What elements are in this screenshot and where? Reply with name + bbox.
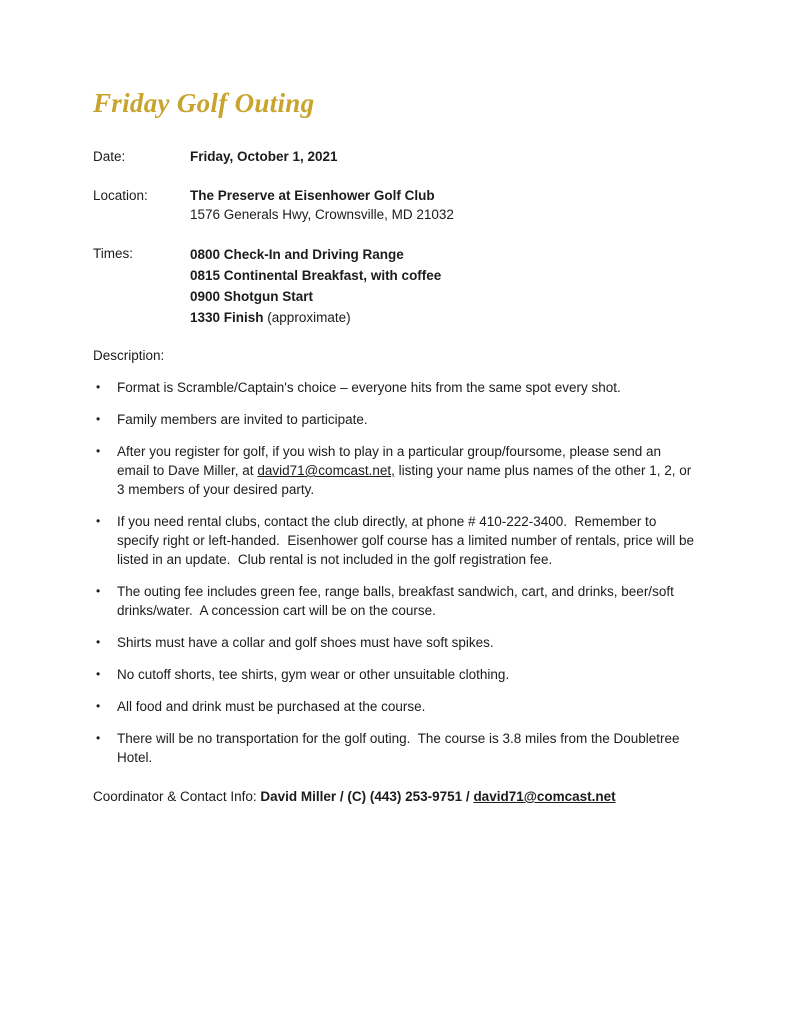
contact-info-label: Coordinator & Contact Info:	[93, 789, 261, 804]
list-item	[93, 442, 695, 499]
bullet-text: Family members are invited to participate.	[117, 412, 368, 427]
bullet-text: The outing fee includes green fee, range balls, breakfast sandwich, cart, and drinks, beer/soft drinks/water. A concession cart will be on the course.	[117, 584, 678, 618]
location-label: Location:	[93, 188, 148, 203]
time-entry-bold: 0800 Check-In and Driving Range	[190, 247, 404, 262]
bullet-icon: •	[96, 380, 101, 394]
date-value-cell	[190, 147, 695, 166]
list-item	[93, 697, 695, 716]
list-item	[93, 665, 695, 684]
list-item	[93, 410, 695, 429]
description-label: Description:	[93, 348, 165, 363]
list-item	[93, 729, 695, 767]
bullet-icon: •	[96, 514, 101, 528]
time-entry-rest: (approximate)	[263, 310, 351, 325]
page-title: Friday Golf Outing	[93, 88, 315, 118]
date-label: Date:	[93, 149, 126, 164]
bullet-text-block	[117, 378, 695, 397]
date-value: Friday, October 1, 2021	[190, 149, 338, 164]
times-row	[93, 244, 695, 328]
bullet-text-block	[117, 697, 695, 716]
list-item	[93, 378, 695, 397]
times-label: Times:	[93, 246, 133, 261]
bullet-text: There will be no transportation for the golf outing. The course is 3.8 miles from the Doubletree Hotel.	[117, 731, 684, 765]
location-row	[93, 186, 695, 224]
bullet-icon: •	[96, 731, 101, 745]
list-item	[93, 633, 695, 652]
bullet-text: listing your name plus names of the other 1, 2, or 3 members of your desired party.	[117, 463, 696, 497]
email-link[interactable]: david71@comcast.net,	[257, 463, 395, 478]
bullet-text: All food and drink must be purchased at the course.	[117, 699, 426, 714]
bullet-text: If you need rental clubs, contact the club directly, at phone # 410-222-3400. Remember to specify right or left-handed. Eisenhower golf course has a limited number of rentals, price will be listed in an update. Club rental is not included in the golf registration fee.	[117, 514, 698, 567]
location-name: The Preserve at Eisenhower Golf Club	[190, 188, 435, 203]
location-value-cell	[190, 186, 695, 224]
bullet-text-block	[117, 512, 698, 569]
time-entry-bold: 1330 Finish	[190, 310, 264, 325]
bullet-icon: •	[96, 667, 101, 681]
time-entry	[190, 307, 695, 328]
bullet-text-block	[117, 665, 695, 684]
bullet-text-block	[117, 633, 695, 652]
time-entry	[190, 286, 695, 307]
bullet-icon: •	[96, 444, 101, 458]
time-entry	[190, 244, 695, 265]
date-row	[93, 147, 695, 166]
time-entry-bold: 0900 Shotgun Start	[190, 289, 314, 304]
bullet-icon: •	[96, 635, 101, 649]
list-item	[93, 582, 695, 620]
bullet-text: Format is Scramble/Captain's choice – everyone hits from the same spot every shot.	[117, 380, 621, 395]
bullet-text: After you register for golf, if you wish to play in a particular group/foursome, please send an email to Dave Miller, at	[117, 444, 665, 478]
contact-email-link[interactable]: david71@comcast.net	[473, 789, 616, 804]
location-address: 1576 Generals Hwy, Crownsville, MD 21032	[190, 207, 454, 222]
time-entry	[190, 265, 695, 286]
list-item	[93, 512, 698, 569]
bullet-text-block	[117, 729, 695, 767]
bullet-text-block	[117, 582, 695, 620]
bullet-text: Shirts must have a collar and golf shoes must have soft spikes.	[117, 635, 494, 650]
bullet-icon: •	[96, 412, 101, 426]
times-value-cell	[190, 244, 695, 328]
bullet-text-block	[117, 410, 695, 429]
contact-name-phone: David Miller / (C) (443) 253-9751 /	[260, 789, 474, 804]
bullet-icon: •	[96, 699, 101, 713]
bullet-text: No cutoff shorts, tee shirts, gym wear or other unsuitable clothing.	[117, 667, 510, 682]
bullet-text-block	[117, 442, 695, 499]
bullet-icon: •	[96, 584, 101, 598]
contact-info-line	[93, 787, 695, 806]
time-entry-bold: 0815 Continental Breakfast, with coffee	[190, 268, 442, 283]
